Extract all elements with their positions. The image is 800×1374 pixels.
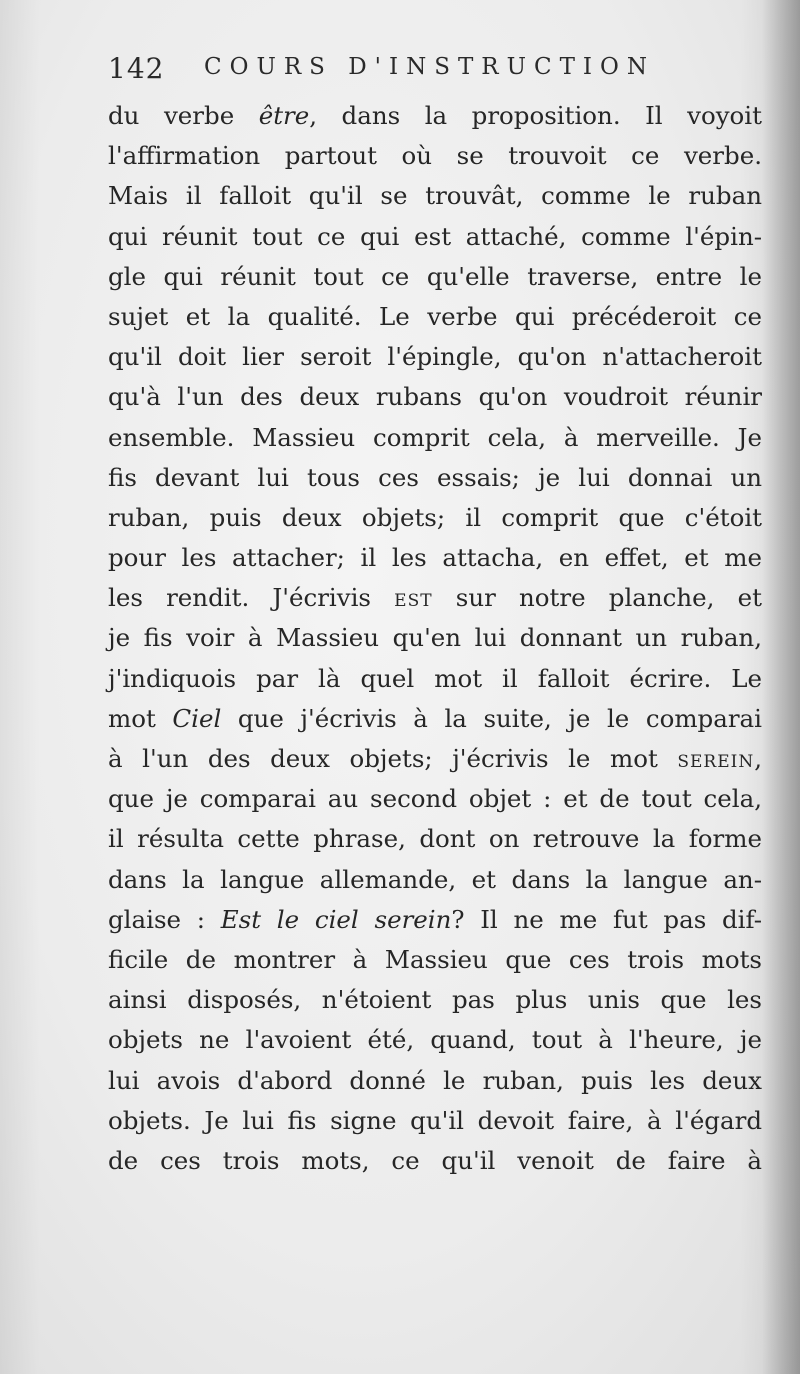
text-line [108, 739, 762, 779]
text-segment: à l'un des deux objets; j'écrivis le mot [108, 744, 678, 773]
text-segment: les rendit. J'écrivis [108, 583, 395, 613]
text-segment: ensemble. Massieu comprit cela, à merveille. Je [108, 422, 762, 452]
text-line [108, 337, 762, 377]
text-segment: , [754, 744, 762, 773]
text-line [108, 900, 762, 940]
text-segment: Est le ciel serein [220, 904, 452, 934]
page-number: 142 [108, 52, 165, 85]
text-segment: pour les attacher; il les attacha, en effet, et me [108, 543, 762, 573]
text-segment: qui réunit tout ce qui est attaché, comme l'épin- [108, 221, 762, 251]
text-segment: je fis voir à Massieu qu'en lui donnant un ruban, [108, 623, 762, 653]
text-segment: ruban, puis deux objets; il comprit que c'étoit [108, 502, 762, 532]
text-segment: il résulta cette phrase, dont on retrouve la forme [108, 824, 762, 854]
text-segment: qu'à l'un des deux rubans qu'on voudroit réunir [108, 382, 762, 412]
text-line [108, 96, 762, 136]
text-line [108, 699, 762, 739]
page-edge-shadow [762, 0, 800, 1374]
text-segment: Mais il falloit qu'il se trouvât, comme le ruban [108, 181, 762, 211]
page-header [108, 52, 688, 86]
text-segment: Ciel [172, 703, 222, 733]
running-head: COURS D'INSTRUCTION [204, 54, 655, 80]
text-segment: sujet et la qualité. Le verbe qui précéderoit ce [108, 301, 762, 331]
text-line [108, 980, 762, 1020]
text-segment: ainsi disposés, n'étoient pas plus unis que les [108, 985, 762, 1015]
text-line [108, 779, 762, 819]
text-line [108, 578, 762, 618]
text-line [108, 940, 762, 980]
text-line [108, 659, 762, 699]
text-line [108, 819, 762, 859]
text-segment: fis devant lui tous ces essais; je lui donnai un [108, 462, 762, 492]
text-segment: que je comparai au second objet : et de tout cela, [108, 784, 762, 814]
text-line [108, 377, 762, 417]
text-segment: objets. Je lui fis signe qu'il devoit faire, à l'égard [108, 1105, 762, 1135]
text-segment: de ces trois mots, ce qu'il venoit de faire à [108, 1145, 762, 1175]
text-line [108, 458, 762, 498]
text-segment: qu'il doit lier seroit l'épingle, qu'on n'attacheroit [108, 342, 762, 372]
text-segment: sur notre planche, et [432, 583, 762, 613]
text-line [108, 297, 762, 337]
text-line [108, 257, 762, 297]
body-text [108, 96, 762, 1181]
text-line [108, 217, 762, 257]
text-segment: , dans la proposition. Il voyoit [309, 101, 762, 130]
text-segment: glaise : [108, 904, 221, 934]
text-segment: être [258, 101, 310, 130]
text-segment: objets ne l'avoient été, quand, tout à l'heure, je [108, 1025, 762, 1055]
text-line [108, 1061, 762, 1101]
text-line [108, 1141, 762, 1181]
text-segment: ? Il ne me fut pas dif- [451, 904, 762, 934]
text-line [108, 418, 762, 458]
text-segment: l'affirmation partout où se trouvoit ce verbe. [108, 141, 762, 171]
text-line [108, 618, 762, 658]
text-segment: serein [677, 744, 755, 773]
text-segment: j'indiquois par là quel mot il falloit écrire. Le [108, 663, 762, 693]
text-segment: du verbe [108, 101, 259, 130]
text-line [108, 1020, 762, 1060]
text-segment: est [394, 583, 433, 613]
text-segment: ficile de montrer à Massieu que ces trois mots [108, 944, 762, 974]
text-line [108, 498, 762, 538]
text-segment: mot [108, 703, 173, 733]
text-line [108, 538, 762, 578]
text-segment: gle qui réunit tout ce qu'elle traverse, entre le [108, 261, 762, 291]
text-segment: dans la langue allemande, et dans la langue an- [108, 864, 762, 894]
text-line [108, 860, 762, 900]
text-line [108, 136, 762, 176]
text-line [108, 1101, 762, 1141]
text-line [108, 176, 762, 216]
text-segment: lui avois d'abord donné le ruban, puis les deux [108, 1065, 762, 1095]
text-segment: que j'écrivis à la suite, je le comparai [221, 703, 762, 733]
